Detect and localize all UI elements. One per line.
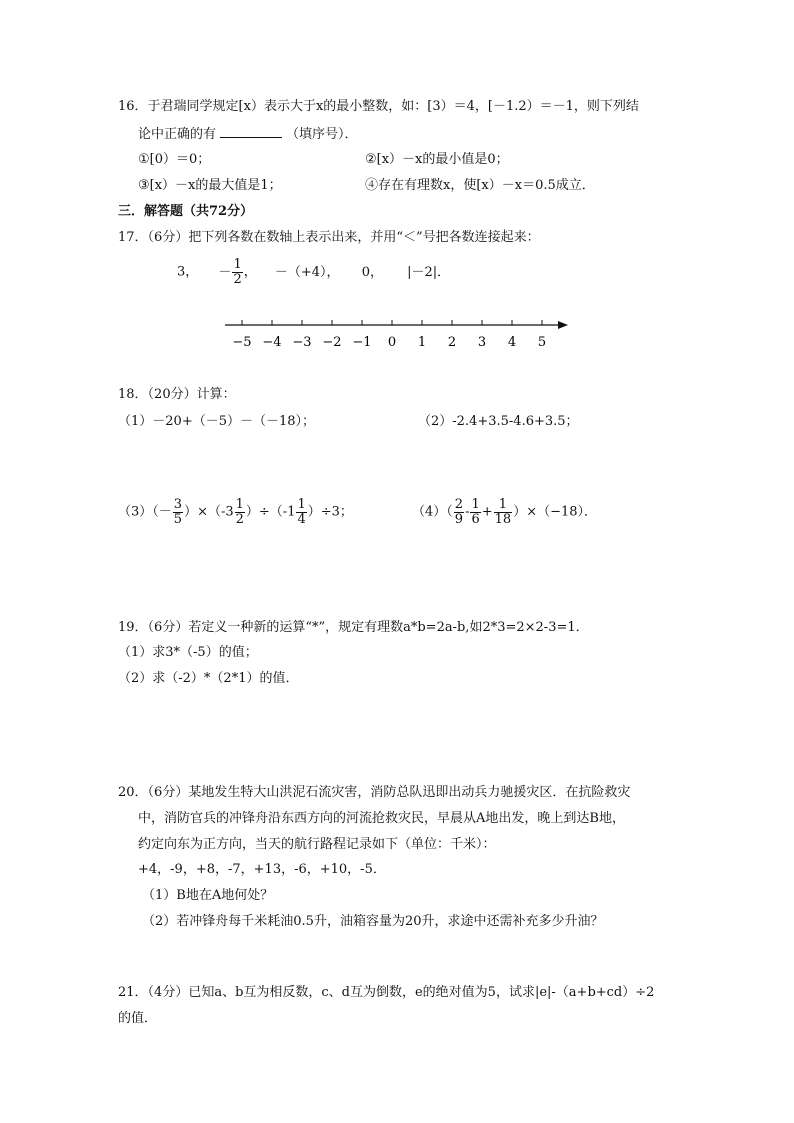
fraction-denominator: 5 [173,511,183,527]
section-heading: 三．解答题（共72分） [118,204,254,219]
q17-number-4: 0， [361,264,383,280]
q16-option-4: ④存在有理数x，使[x）－x＝0.5成立． [365,178,595,193]
q20-part-1: （1）B地在A地何处？ [142,888,274,903]
q16-line2-suffix: （填序号）． [286,127,358,142]
q17-number-5: |－2|． [407,264,451,280]
q20-line4: +4，-9，+8，-7，+13，-6，+10，-5． [138,862,386,877]
q18-stem: 18．（20分）计算： [118,387,236,402]
fraction-numerator: 1 [233,257,242,272]
fraction-numerator: 2 [454,497,464,512]
q18-part-2: （2）-2.4+3.5-4.6+3.5； [418,414,579,429]
q18-part-4 [412,498,597,526]
q18-part-4-text-c: + [481,504,493,520]
q18-part-3-text-b: ）×（-3 [184,504,234,520]
q18-part-3-text-a: （3）（－ [118,504,172,520]
number-line-arrow [558,321,568,329]
number-line-label: 4 [507,335,517,350]
q17-number-3: －（+4）， [274,264,340,280]
fraction-denominator: 6 [471,511,480,527]
fraction-denominator: 9 [454,511,464,527]
q16-line2-text: 论中正确的有 [138,127,217,142]
number-line-label: 2 [447,335,457,350]
q20-line3: 约定向东为正方向，当天的航行路程记录如下（单位：千米）： [138,837,496,852]
q19-stem: 19．（6分）若定义一种新的运算“*”，规定有理数a*b=2a-b,如2*3=2×2-3=1． [118,620,589,635]
fraction-numerator: 1 [297,497,306,512]
q20-line1: 20．（6分）某地发生特大山洪泥石流灾害，消防总队迅即出动兵力驰援灾区．在抗险救灾 [118,785,631,800]
q18-part-1: （1）－20+（－5）－（－18）； [118,414,316,429]
q18-part-4-text-d: ）×（−18）． [513,504,598,520]
fraction-numerator: 1 [494,498,513,513]
q16-option-2: ②[x）－x的最小值是0； [365,152,509,167]
fraction-numerator: 1 [235,497,244,512]
q17-stem: 17．（6分）把下列各数在数轴上表示出来，并用“＜”号把各数连接起来： [118,230,540,245]
fraction-denominator: 18 [494,511,512,527]
q17-numbers [177,258,450,286]
number-line-label: 5 [537,335,547,350]
q19-part-2: （2）求（-2）*（2*1）的值． [118,671,299,686]
q18-part-4-text-a: （4）（ [412,504,453,520]
answer-blank [220,126,282,138]
fraction-numerator: 1 [471,497,480,512]
fraction-denominator: 2 [233,271,242,287]
q17-number-1: 3， [177,264,199,280]
fraction [470,498,480,526]
number-line-label: −5 [232,335,252,350]
fraction-denominator: 2 [235,511,244,527]
fraction-denominator: 4 [297,511,306,527]
q21-line2: 的值． [118,1011,158,1026]
q21-line1: 21．（4分）已知a、b互为相反数，c、d互为倒数，e的绝对值为5，试求|e|-（a+b+cd）÷2 [118,985,655,1000]
number-line-label: −2 [322,335,342,350]
q18-part-3 [118,498,353,526]
q19-part-1: （1）求3*（-5）的值； [118,645,258,660]
number-line-label: −3 [292,335,312,350]
fraction-numerator: 3 [173,497,183,512]
fraction [296,498,306,526]
number-line-label: 3 [477,335,487,350]
fraction [173,498,183,526]
q18-part-3-text-d: ）÷3； [307,504,353,520]
q16-option-3: ③[x）－x的最大值是1； [138,178,282,193]
q16-line1: 16．于君瑞同学规定[x）表示大于x的最小整数，如：[3）＝4，[－1.2）＝－1，则下列结 [118,99,639,114]
fraction [494,498,513,526]
number-line-label: 0 [387,335,397,350]
q16-option-1: ①[0）＝0； [138,152,211,167]
q17-number-2-sign: － [218,264,232,280]
q17-number-2-fraction [232,258,242,286]
q16-line2 [138,123,358,142]
number-line-label: 1 [417,335,427,350]
fraction [235,498,245,526]
q20-line2: 中，消防官兵的冲锋舟沿东西方向的河流抢救灾民，早晨从A地出发，晚上到达B地， [138,811,625,826]
q18-part-3-text-c: ）÷（-1 [245,504,296,520]
q18-part-4-text-b: - [465,504,470,520]
number-line-label: −4 [262,335,282,350]
number-line-label: −1 [352,335,372,350]
q17-number-2-comma: ， [243,264,257,280]
number-line [222,315,572,351]
fraction [454,498,464,526]
q20-part-2: （2）若冲锋舟每千米耗油0.5升，油箱容量为20升，求途中还需补充多少升油？ [142,914,604,929]
